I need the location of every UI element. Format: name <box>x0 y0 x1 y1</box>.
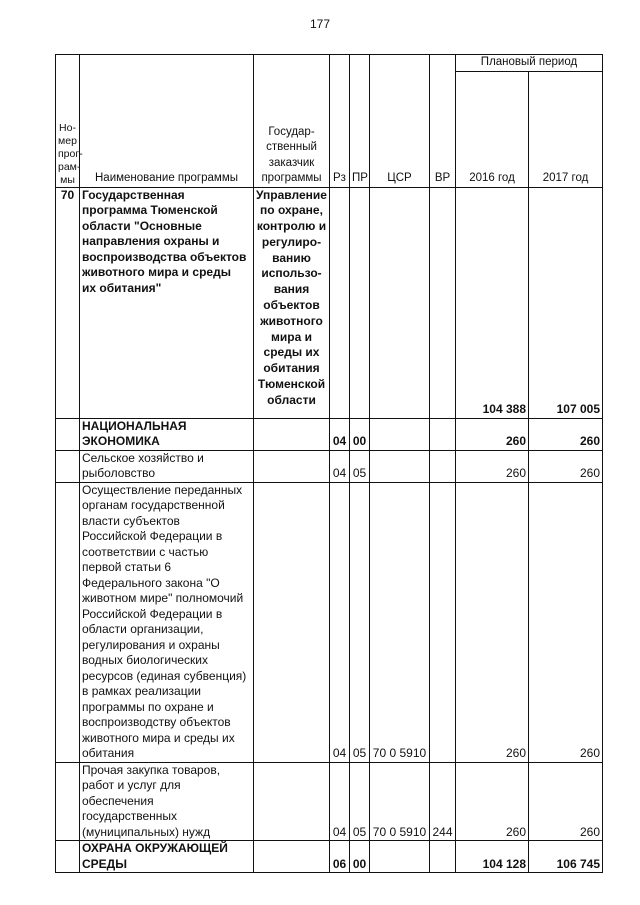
row-value-2016: 104 388 <box>456 187 529 418</box>
page-number: 177 <box>309 17 331 31</box>
table-row <box>56 482 603 762</box>
row-program-name: Сельское хозяйство и рыболовство <box>80 450 254 482</box>
row-program-name: ОХРАНА ОКРУЖАЮЩЕЙ СРЕДЫ <box>80 841 254 873</box>
row-vr <box>430 841 456 873</box>
row-pr: 05 <box>350 762 370 841</box>
header-program-name: Наименование программы <box>80 55 254 188</box>
header-vr: ВР <box>430 55 456 188</box>
row-vr <box>430 482 456 762</box>
table-row <box>56 450 603 482</box>
row-customer <box>254 482 330 762</box>
row-rz: 04 <box>330 762 350 841</box>
row-customer <box>254 762 330 841</box>
row-customer <box>254 841 330 873</box>
row-pr: 05 <box>350 450 370 482</box>
row-csr <box>370 841 430 873</box>
row-value-2017: 107 005 <box>529 187 603 418</box>
header-year-2016: 2016 год <box>456 71 529 187</box>
row-value-2016: 260 <box>456 418 529 450</box>
row-csr: 70 0 5910 <box>370 762 430 841</box>
header-year-2017: 2017 год <box>529 71 603 187</box>
row-pr <box>350 187 370 418</box>
row-pr: 00 <box>350 418 370 450</box>
row-value-2016: 260 <box>456 762 529 841</box>
row-value-2016: 260 <box>456 450 529 482</box>
row-customer: Управление по охране, контролю и регулиро- ванию использо- вания объектов животного мира и среды их обитания Тюменской области <box>254 187 330 418</box>
row-vr <box>430 450 456 482</box>
row-rz <box>330 187 350 418</box>
row-program-number <box>56 482 80 762</box>
row-program-name: Осуществление переданных органам государственной власти субъектов Российской Федерации в соответствии с частью первой статьи 6 Федерального закона "О животном мире" полномочий Российской Федерации в области организации, регулирования и охраны водных биологических ресурсов (единая субвенция) в рамках реализации программы по охране и воспроизводству объектов животного мира и среды их обитания <box>80 482 254 762</box>
row-rz: 06 <box>330 841 350 873</box>
row-customer <box>254 450 330 482</box>
table-row <box>56 841 603 873</box>
row-value-2017: 260 <box>529 482 603 762</box>
row-vr <box>430 418 456 450</box>
header-pr: ПР <box>350 55 370 188</box>
row-csr <box>370 450 430 482</box>
row-vr: 244 <box>430 762 456 841</box>
row-customer <box>254 418 330 450</box>
table-row <box>56 187 603 418</box>
header-csr: ЦСР <box>370 55 430 188</box>
row-value-2017: 260 <box>529 418 603 450</box>
header-rz: Рз <box>330 55 350 188</box>
row-vr <box>430 187 456 418</box>
row-csr <box>370 187 430 418</box>
row-program-name: НАЦИОНАЛЬНАЯ ЭКОНОМИКА <box>80 418 254 450</box>
row-program-number: 70 <box>56 187 80 418</box>
row-program-name: Государственная программа Тюменской области "Основные направления охраны и воспроизводства объектов животного мира и среды их обитания" <box>80 187 254 418</box>
row-pr: 05 <box>350 482 370 762</box>
header-planned-period: Плановый период <box>456 55 603 72</box>
row-rz: 04 <box>330 450 350 482</box>
row-program-number <box>56 841 80 873</box>
row-value-2016: 104 128 <box>456 841 529 873</box>
row-value-2016: 260 <box>456 482 529 762</box>
row-program-number <box>56 450 80 482</box>
row-csr: 70 0 5910 <box>370 482 430 762</box>
row-rz: 04 <box>330 418 350 450</box>
row-program-number <box>56 418 80 450</box>
header-customer: Государ- ственный заказчик программы <box>254 55 330 188</box>
row-program-number <box>56 762 80 841</box>
table-row <box>56 762 603 841</box>
row-csr <box>370 418 430 450</box>
table-row <box>56 418 603 450</box>
row-rz: 04 <box>330 482 350 762</box>
row-value-2017: 260 <box>529 450 603 482</box>
row-pr: 00 <box>350 841 370 873</box>
header-program-number: Но- мер прог- рам- мы <box>56 55 80 188</box>
row-value-2017: 260 <box>529 762 603 841</box>
budget-table <box>55 54 603 873</box>
row-program-name: Прочая закупка товаров, работ и услуг для обеспечения государственных (муниципальных) нужд <box>80 762 254 841</box>
row-value-2017: 106 745 <box>529 841 603 873</box>
